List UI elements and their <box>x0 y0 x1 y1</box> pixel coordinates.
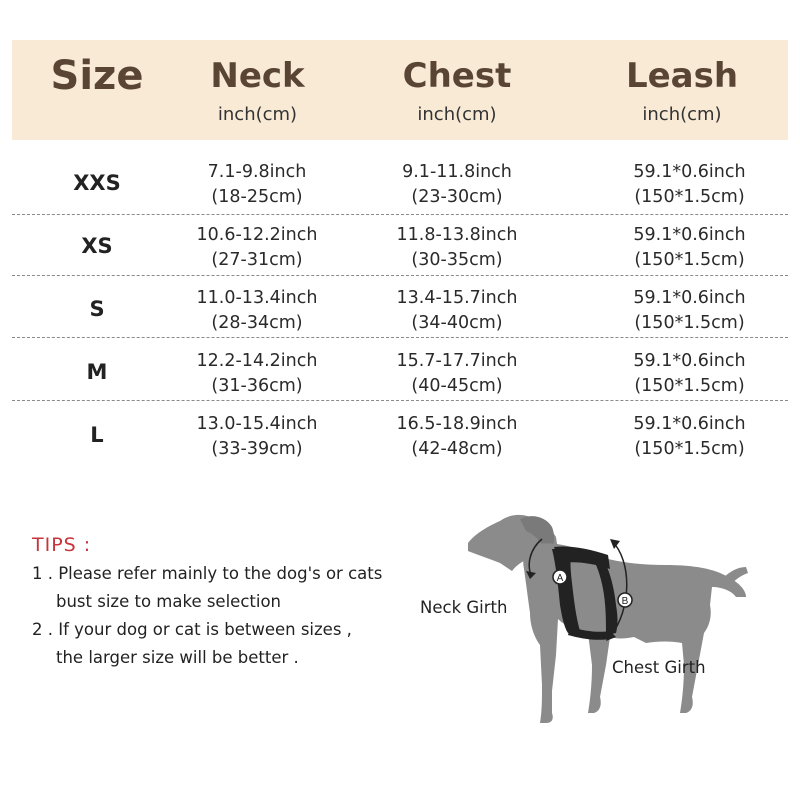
row-divider <box>12 275 788 276</box>
row-size: XXS <box>73 171 121 195</box>
table-row <box>12 278 788 340</box>
neck-cm: (27-31cm) <box>211 250 303 270</box>
tip-line-1: 1 . Please refer mainly to the dog's or cats <box>32 564 383 583</box>
row-chest <box>377 286 537 336</box>
neck-cm: (28-34cm) <box>211 313 303 333</box>
leash-cm: (150*1.5cm) <box>634 313 745 333</box>
row-chest <box>377 223 537 273</box>
neck-inch: 13.0-15.4inch <box>196 414 318 434</box>
leash-cm: (150*1.5cm) <box>634 376 745 396</box>
header-size-title: Size <box>50 53 144 99</box>
row-chest <box>377 412 537 462</box>
chest-inch: 9.1-11.8inch <box>402 162 512 182</box>
row-leash <box>602 286 777 336</box>
tip-line-2: 2 . If your dog or cat is between sizes , <box>32 620 352 639</box>
tip-line-2-cont: the larger size will be better . <box>56 648 299 667</box>
row-size: S <box>89 297 105 321</box>
neck-cm: (33-39cm) <box>211 439 303 459</box>
row-leash <box>602 223 777 273</box>
leash-cm: (150*1.5cm) <box>634 187 745 207</box>
neck-cm: (31-36cm) <box>211 376 303 396</box>
row-size: M <box>86 360 108 384</box>
chest-inch: 11.8-13.8inch <box>396 225 518 245</box>
row-neck <box>177 349 337 399</box>
tips-title: TIPS : <box>32 534 92 556</box>
leash-inch: 59.1*0.6inch <box>633 414 746 434</box>
leash-inch: 59.1*0.6inch <box>633 288 746 308</box>
neck-inch: 12.2-14.2inch <box>196 351 318 371</box>
row-divider <box>12 400 788 401</box>
row-neck <box>177 286 337 336</box>
neck-inch: 10.6-12.2inch <box>196 225 318 245</box>
chest-cm: (40-45cm) <box>411 376 503 396</box>
chest-cm: (42-48cm) <box>411 439 503 459</box>
neck-inch: 7.1-9.8inch <box>207 162 307 182</box>
table-row <box>12 404 788 466</box>
neck-girth-label: Neck Girth <box>420 598 508 617</box>
marker-a <box>553 570 567 584</box>
dog-harness-illustration <box>460 505 760 745</box>
header-leash-unit: inch(cm) <box>642 104 722 125</box>
leash-inch: 59.1*0.6inch <box>633 351 746 371</box>
row-leash <box>602 160 777 210</box>
header-leash-cell <box>587 40 777 140</box>
chest-inch: 16.5-18.9inch <box>396 414 518 434</box>
row-chest <box>377 160 537 210</box>
neck-cm: (18-25cm) <box>211 187 303 207</box>
row-size: XS <box>81 234 113 258</box>
header-chest-unit: inch(cm) <box>417 104 497 125</box>
leash-inch: 59.1*0.6inch <box>633 225 746 245</box>
chest-girth-label: Chest Girth <box>612 658 706 677</box>
header-chest-title: Chest <box>402 56 512 96</box>
leash-cm: (150*1.5cm) <box>634 439 745 459</box>
table-row <box>12 152 788 214</box>
table-row <box>12 341 788 403</box>
row-neck <box>177 160 337 210</box>
row-neck <box>177 223 337 273</box>
header-size-cell <box>12 40 182 140</box>
size-chart-header <box>12 40 788 140</box>
row-neck <box>177 412 337 462</box>
header-neck-unit: inch(cm) <box>217 104 298 125</box>
svg-text:A: A <box>556 573 564 584</box>
row-size: L <box>90 423 104 447</box>
row-chest <box>377 349 537 399</box>
header-neck-cell <box>165 40 350 140</box>
row-leash <box>602 349 777 399</box>
chest-cm: (23-30cm) <box>411 187 503 207</box>
chest-cm: (30-35cm) <box>411 250 503 270</box>
row-leash <box>602 412 777 462</box>
chest-inch: 13.4-15.7inch <box>396 288 518 308</box>
chest-arrow-head-top <box>610 539 620 549</box>
leash-cm: (150*1.5cm) <box>634 250 745 270</box>
svg-text:B: B <box>621 596 629 607</box>
header-chest-cell <box>362 40 552 140</box>
marker-b <box>618 593 632 607</box>
table-row <box>12 215 788 277</box>
row-divider <box>12 337 788 338</box>
leash-inch: 59.1*0.6inch <box>633 162 746 182</box>
header-leash-title: Leash <box>625 56 739 96</box>
chest-inch: 15.7-17.7inch <box>396 351 518 371</box>
tip-line-1-cont: bust size to make selection <box>56 592 281 611</box>
chest-cm: (34-40cm) <box>411 313 503 333</box>
neck-inch: 11.0-13.4inch <box>196 288 318 308</box>
header-neck-title: Neck <box>210 56 305 96</box>
